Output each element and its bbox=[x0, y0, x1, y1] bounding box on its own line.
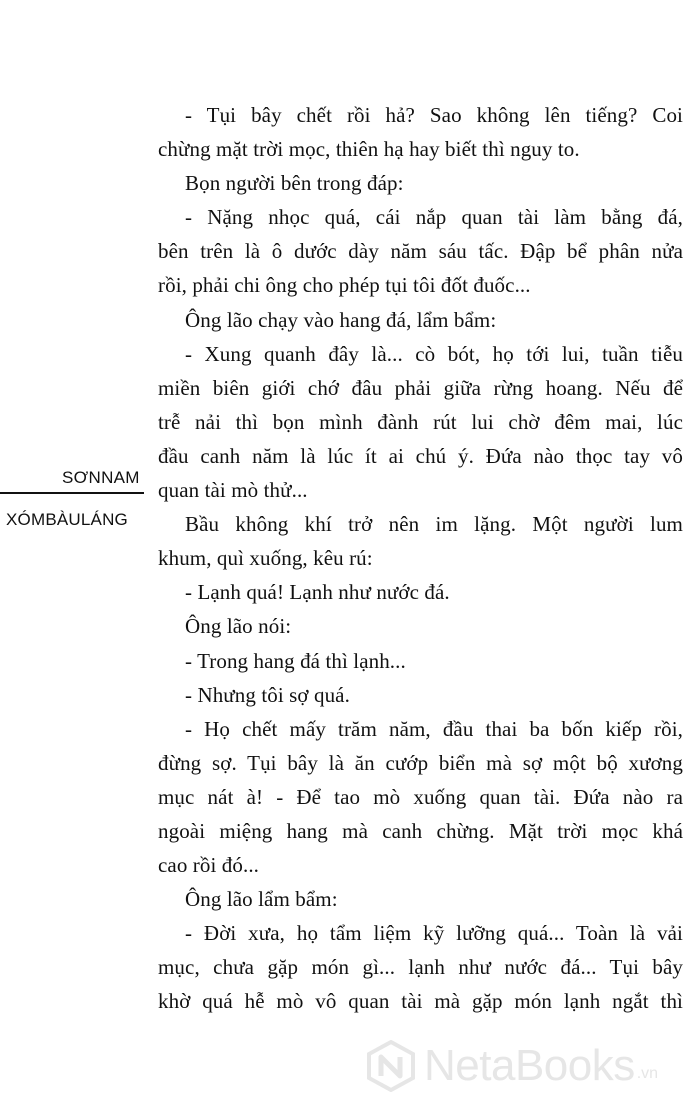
watermark-brand: NetaBooks bbox=[424, 1041, 635, 1090]
text-line: - Xung quanh đây là... cò bót, họ tới lui, tuần tiễu bbox=[185, 341, 683, 366]
watermark-suffix: .vn bbox=[636, 1065, 659, 1082]
text-line: Bọn người bên trong đáp: bbox=[185, 171, 404, 196]
text-line: Ông lão lẩm bẩm: bbox=[185, 887, 338, 912]
netabooks-logo-icon bbox=[366, 1040, 416, 1092]
watermark bbox=[366, 1040, 658, 1092]
text-line: Ông lão nói: bbox=[185, 614, 292, 639]
body-text bbox=[158, 98, 683, 1019]
text-line: - Nặng nhọc quá, cái nắp quan tài làm bằng đá, bbox=[185, 205, 683, 230]
text-line: Ông lão chạy vào hang đá, lẩm bẩm: bbox=[185, 307, 497, 332]
running-head-author: SƠNNAM bbox=[62, 468, 140, 487]
running-head-rule bbox=[0, 492, 144, 494]
text-line: ngoài miệng hang mà canh chừng. Mặt trời mọc khá bbox=[158, 818, 683, 843]
text-line: - Nhưng tôi sợ quá. bbox=[185, 682, 350, 707]
text-line: khờ quá hễ mò vô quan tài mà gặp món lạnh ngắt thì bbox=[158, 989, 683, 1014]
text-line: - Họ chết mấy trăm năm, đầu thai ba bốn kiếp rồi, bbox=[185, 716, 683, 741]
text-line: khum, quì xuống, kêu rú: bbox=[158, 546, 373, 571]
text-line: - Tụi bây chết rồi hả? Sao không lên tiếng? Coi bbox=[185, 103, 683, 127]
text-line: chừng mặt trời mọc, thiên hạ hay biết thì nguy to. bbox=[158, 137, 580, 162]
text-line: - Lạnh quá! Lạnh như nước đá. bbox=[185, 580, 450, 605]
text-line: mục nát à! - Để tao mò xuống quan tài. Đứa nào ra bbox=[158, 784, 683, 809]
text-line: cao rồi đó... bbox=[158, 853, 260, 878]
text-line: bên trên là ô dước dày năm sáu tấc. Đập bể phân nửa bbox=[158, 239, 683, 264]
text-line: đầu canh năm là lúc ít ai chú ý. Đứa nào thọc tay vô bbox=[158, 443, 683, 468]
text-line: miền biên giới chớ đâu phải giữa rừng hoang. Nếu để bbox=[158, 375, 683, 400]
text-line: Bầu không khí trở nên im lặng. Một người lum bbox=[185, 512, 683, 537]
text-line: trễ nải thì bọn mình đành rút lui chờ đêm mai, lúc bbox=[158, 409, 683, 434]
running-head-title: XÓMBÀULÁNG bbox=[6, 510, 128, 529]
text-line: mục, chưa gặp món gì... lạnh như nước đá... Tụi bây bbox=[158, 955, 683, 980]
text-line: đừng sợ. Tụi bây là ăn cướp biển mà sợ một bộ xương bbox=[158, 750, 683, 775]
text-line: rồi, phải chi ông cho phép tụi tôi đốt đuốc... bbox=[158, 273, 531, 298]
text-line: quan tài mò thử... bbox=[158, 478, 308, 503]
text-line: - Đời xưa, họ tẩm liệm kỹ lưỡng quá... Toàn là vải bbox=[185, 921, 683, 946]
text-line: - Trong hang đá thì lạnh... bbox=[185, 648, 406, 673]
